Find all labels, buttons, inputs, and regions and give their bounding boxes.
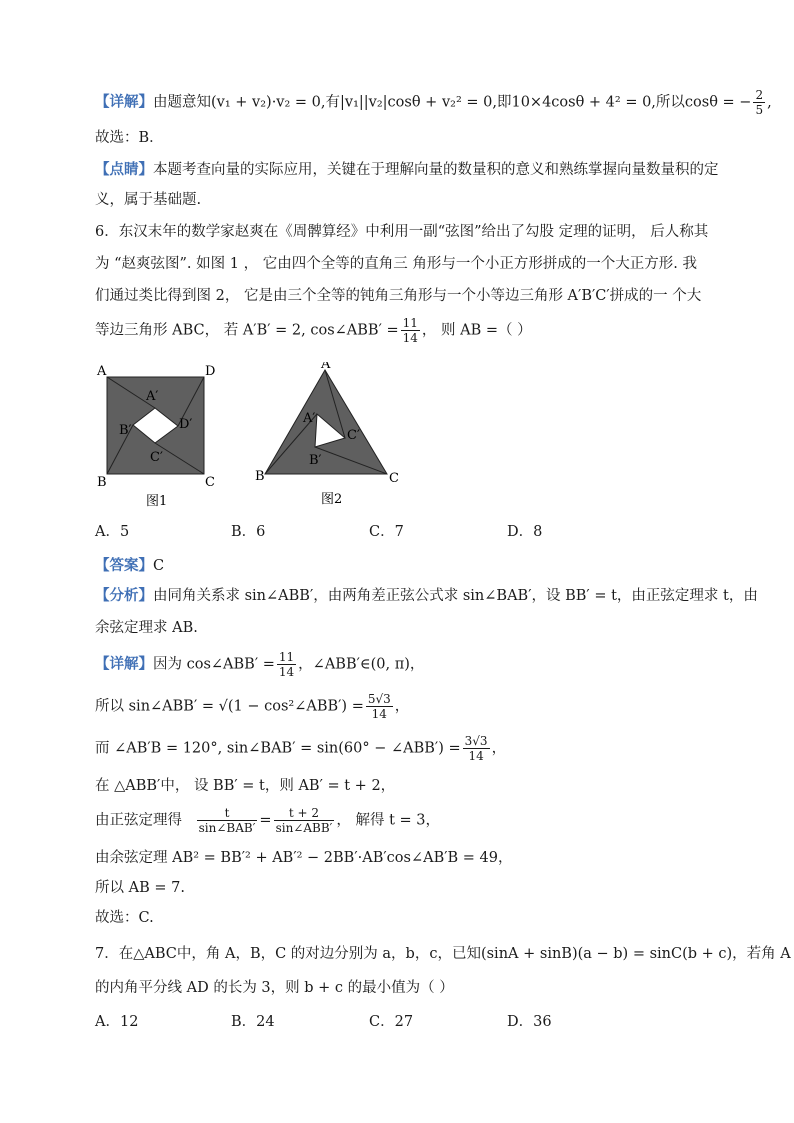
option-c[interactable]: C．7 — [369, 524, 404, 540]
solution-tag: 【详解】 — [95, 655, 153, 673]
fraction: $\frac{t}{\text{sin∠BAB′}}$ — [198, 806, 256, 835]
fraction: $\frac{t + 2}{\text{sin∠ABB′}}$ — [275, 806, 333, 835]
q7-options — [95, 1010, 552, 1031]
fraction: $\frac{11}{14}$ — [278, 650, 295, 679]
fig1-label-A: A — [97, 364, 107, 379]
detail-text: 由题意知(v₁ + v₂)·v₂ = 0,有|v₁||v₂|cosθ + v₂² = 0,即10×4cosθ + 4² = 0,所以cosθ = − — [153, 94, 752, 111]
option-d[interactable]: D．36 — [507, 1014, 552, 1030]
solution-line-1: 【详解】因为 cos∠ABB′ = $\frac{11}{14}$ ，∠ABB′∈(0, π)， — [95, 650, 425, 679]
fig1-caption: 图1 — [146, 494, 168, 509]
solution-line-8: 故选：C. — [95, 910, 154, 926]
solution-line-4: 在 △ABB′中， 设 BB′ = t，则 AB′ = t + 2， — [95, 778, 396, 794]
solution-line-7: 所以 AB = 7. — [95, 880, 185, 896]
fraction: $\frac{5√3}{14}$ — [367, 692, 391, 721]
fig2-label-C: C — [389, 471, 399, 486]
fraction: $\frac{3√3}{14}$ — [464, 734, 488, 763]
solution-line-3: 而 ∠AB′B = 120°, sin∠BAB′ = sin(60° − ∠ABB′) = $\frac{3√3}{14}$ ， — [95, 734, 507, 763]
fig2-label-B1: B′ — [309, 453, 322, 468]
fig1-label-B: B — [97, 475, 107, 490]
option-d[interactable]: D．8 — [507, 524, 543, 540]
analysis-line-2: 余弦定理求 AB. — [95, 620, 198, 636]
option-a[interactable]: A．12 — [95, 1014, 139, 1030]
fig2-label-A: A — [321, 362, 331, 372]
analysis-line-1: 【分析】由同角关系求 sin∠ABB′，由两角差正弦公式求 sin∠BAB′，设 BB′ = t，由正弦定理求 t，由 — [95, 587, 758, 604]
detail-tag: 【详解】 — [95, 93, 153, 111]
q7-line-2: 的内角平分线 AD 的长为 3，则 b + c 的最小值为（ ） — [95, 980, 454, 996]
detail-line-1: 【详解】由题意知(v₁ + v₂)·v₂ = 0,有|v₁||v₂|cosθ + v₂² = 0,即10×4cosθ + 4² = 0,所以cosθ = − $\frac{2}{5}$ , — [95, 88, 772, 117]
fraction: $\frac{11}{14}$ — [402, 316, 418, 345]
fig1-label-C: C — [205, 475, 215, 490]
figure-2 — [255, 362, 399, 507]
option-a[interactable]: A．5 — [95, 524, 130, 540]
solution-line-2: 所以 sin∠ABB′ = √(1 − cos²∠ABB′) = $\frac{5√3}{14}$ ， — [95, 692, 410, 721]
comment-tag: 【点睛】 — [95, 161, 153, 178]
figures — [95, 362, 425, 512]
answer-select-line: 故选：B． — [95, 130, 164, 146]
option-b[interactable]: B．6 — [231, 524, 266, 540]
figure-svg — [95, 362, 425, 512]
fig2-label-C1: C′ — [347, 428, 360, 443]
comment-line-1: 【点睛】本题考查向量的实际应用，关键在于理解向量的数量积的意义和熟练掌握向量数量积的定 — [95, 161, 719, 178]
q6-line-4: 等边三角形 ABC， 若 A′B′ = 2, cos∠ABB′ = $\frac{11}{14}$ ， 则 AB =（ ） — [95, 316, 532, 345]
fig1-label-A1: A′ — [146, 389, 159, 404]
fig1-label-C1: C′ — [150, 450, 163, 465]
fig1-label-D1: D′ — [179, 417, 193, 432]
solution-line-5: 由正弦定理得 $\frac{t}{\text{sin∠BAB′}}$ = $\frac{t + 2}{\text{sin∠ABB′}}$ ， 解得 t = 3， — [95, 806, 441, 835]
analysis-tag: 【分析】 — [95, 587, 153, 604]
q6-options — [95, 520, 542, 541]
fig2-label-A1: A′ — [303, 411, 316, 426]
figure-1 — [96, 364, 215, 509]
answer-line: 【答案】C — [95, 557, 165, 574]
fig1-label-D: D — [205, 364, 216, 379]
answer-tag: 【答案】 — [95, 557, 153, 574]
fig2-caption: 图2 — [321, 492, 343, 507]
fig1-label-B1: B′ — [119, 423, 132, 438]
q6-line-3: 们通过类比得到图 2， 它是由三个全等的钝角三角形与一个小等边三角形 A′B′C′拼成的一 个大 — [95, 288, 702, 304]
q6-line-2: 为 “赵爽弦图”. 如图 1 ， 它由四个全等的直角三 角形与一个小正方形拼成的一个大正方形. 我 — [95, 256, 698, 272]
option-c[interactable]: C．27 — [369, 1014, 414, 1030]
solution-line-6: 由余弦定理 AB² = BB′² + AB′² − 2BB′·AB′cos∠AB′B = 49， — [95, 850, 513, 866]
option-b[interactable]: B．24 — [231, 1014, 275, 1030]
fraction: $\frac{2}{5}$ — [755, 88, 764, 117]
fig2-label-B: B — [255, 469, 265, 484]
comment-line-2: 义，属于基础题. — [95, 192, 202, 208]
q6-line-1: 6．东汉末年的数学家赵爽在《周髀算经》中利用一副“弦图”给出了勾股 定理的证明， 后人称其 — [95, 224, 709, 240]
q7-line-1: 7．在△ABC中，角 A，B，C 的对边分别为 a，b，c，已知(sinA + sinB)(a − b) = sinC(b + c)，若角 A — [95, 946, 791, 962]
